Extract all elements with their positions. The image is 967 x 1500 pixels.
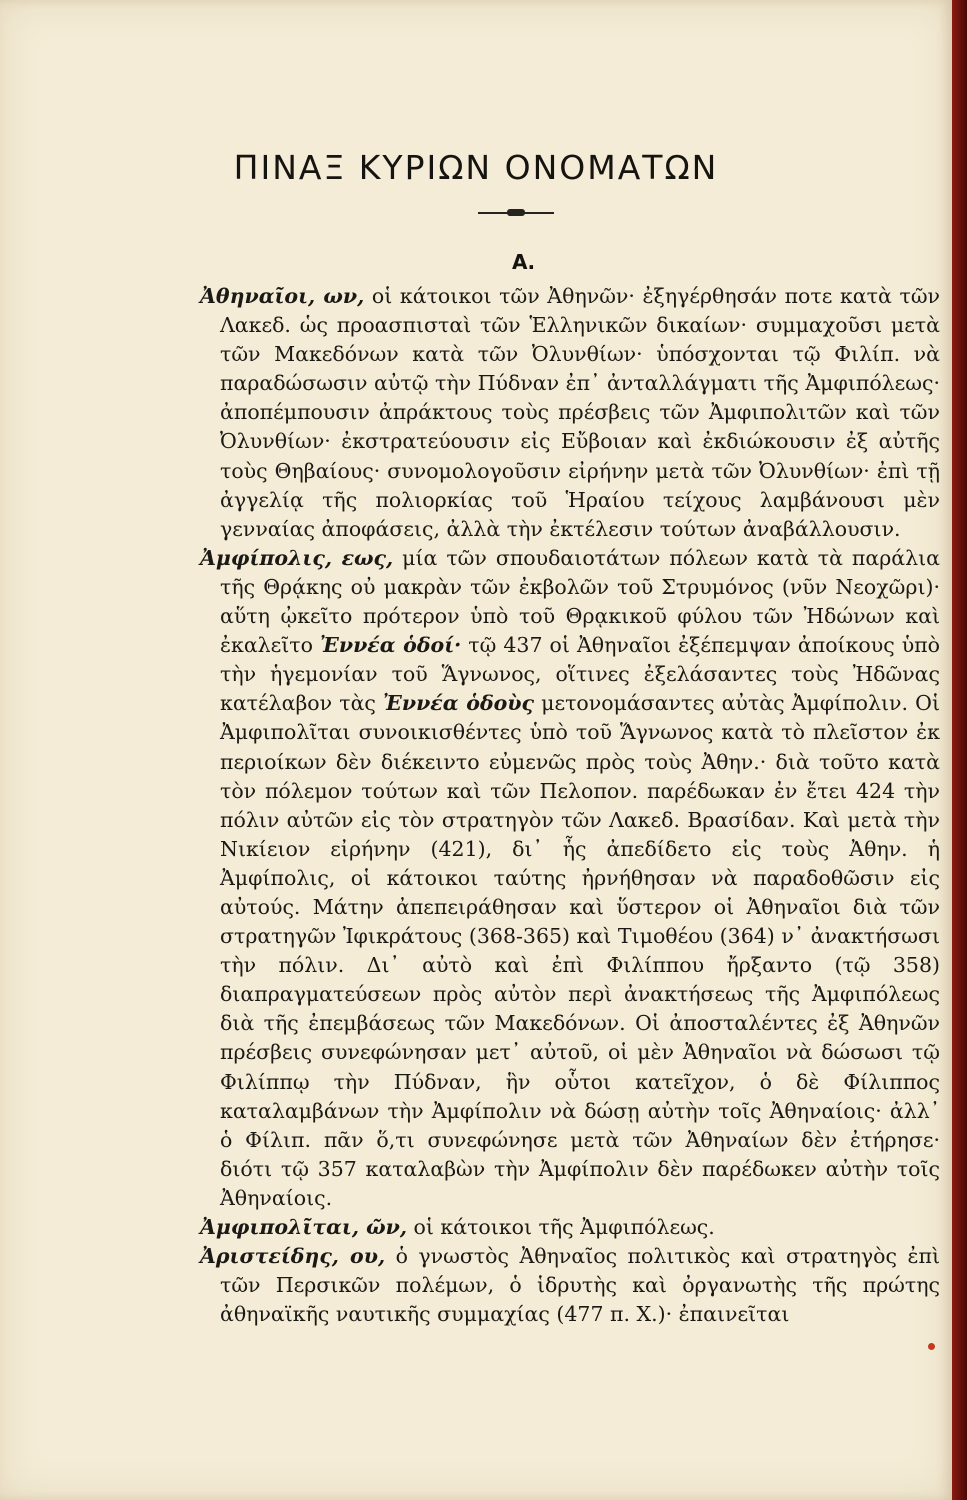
book-cover-edge	[952, 0, 967, 1500]
index-entries	[200, 282, 940, 1329]
entry-inline-name: Ἐννέα ὁδοί·	[320, 633, 462, 658]
entry-headword: Ἀριστείδης, ου,	[200, 1244, 386, 1269]
page-title: ΠΙΝΑΞ ΚΥΡΙΩΝ ΟΝΟΜΑΤΩΝ	[233, 148, 719, 187]
entry-text: οἱ κάτοικοι τῶν Ἀθηνῶν· ἐξηγέρθησάν ποτε κατὰ τῶν Λακεδ. ὡς προασπισταὶ τῶν Ἑλληνικῶν δικαίων· συμμαχοῦσι μετὰ τῶν Μακεδόνων κατὰ τῶν Ὀλυνθίων· ὑπόσχονται τῷ Φιλίπ. νὰ παραδώσωσιν αὐτῷ τὴν Πύδναν ἐπ᾽ ἀνταλλάγματι τῆς Ἀμφιπόλεως· ἀποπέμπουσιν ἀπράκτους τοὺς πρέσβεις τῶν Ἀμφιπολιτῶν καὶ τῶν Ὀλυνθίων· ἐκστρατεύουσιν εἰς Εὔβοιαν καὶ ἐκδιώκουσιν ἐξ αὐτῆς τοὺς Θηβαίους· συνομολογοῦσιν εἰρήνην μετὰ τῶν Ὀλυνθίων· ἐπὶ τῇ ἀγγελίᾳ τῆς πολιορκίας τοῦ Ἡραίου τείχους λαμβάνουσι μὲν γενναίας ἀποφάσεις, ἀλλὰ τὴν ἐκτέλεσιν τούτων ἀναβάλλουσιν.	[220, 284, 940, 541]
entry-inline-name: Ἐννέα ὁδοὺς	[383, 691, 534, 716]
ink-mark	[928, 1343, 935, 1350]
index-entry-amphipolitans	[200, 1213, 940, 1242]
entry-text: μία τῶν σπουδαιοτάτων πόλεων κατὰ τὰ παράλια τῆς Θρᾴκης οὐ μακρὰν τῶν ἐκβολῶν τοῦ Στρυμόνος (νῦν Νεοχῶρι)· αὕτη ᾠκεῖτο πρότερον ὑπὸ τοῦ Θρᾳκικοῦ φύλου τῶν Ἠδώνων καὶ ἐκαλεῖτο	[220, 545, 940, 658]
entry-headword: Ἀμφιπολῖται, ῶν,	[200, 1215, 407, 1239]
index-entry-aristides	[200, 1242, 940, 1329]
section-letter: Α.	[512, 250, 536, 274]
entry-headword: Ἀμφίπολις, εως,	[200, 545, 394, 570]
entry-text: οἱ κάτοικοι τῆς Ἀμφιπόλεως.	[407, 1215, 715, 1239]
entry-text: τῷ 437 οἱ Ἀθηναῖοι ἐξέπεμψαν ἀποίκους ὑπὸ τὴν ἡγεμονίαν τοῦ Ἅγνωνος, οἵτινες ἐξελάσαντες τοὺς Ἠδῶνας κατέλαβον τὰς	[220, 633, 940, 716]
entry-text: μετονομάσαντες αὐτὰς Ἀμφίπολιν. Οἱ Ἀμφιπολῖται συνοικισθέντες ὑπὸ τοῦ Ἅγνωνος κατὰ τὸ πλεῖστον ἐκ περιοίκων δὲν διέκειντο εὐμενῶς πρὸς τοὺς Ἀθην.· διὰ τοῦτο κατὰ τὸν πόλεμον τούτων καὶ τῶν Πελοπον. παρέδωκαν ἐν ἔτει 424 τὴν πόλιν αὐτῶν εἰς τὸν στρατηγὸν τῶν Λακεδ. Βρασίδαν. Καὶ μετὰ τὴν Νικίειον εἰρήνην (421), δι᾽ ἧς ἀπεδίδετο εἰς τοὺς Ἀθην. ἡ Ἀμφίπολις, οἱ κάτοικοι ταύτης ἠρνήθησαν νὰ παραδοθῶσιν εἰς αὐτούς. Μάτην ἀπεπειράθησαν καὶ ὕστερον οἱ Ἀθηναῖοι διὰ τῶν στρατηγῶν Ἰφικράτους (368-365) καὶ Τιμοθέου (364) ν᾽ ἀνακτήσωσι τὴν πόλιν. Δι᾽ αὐτὸ καὶ ἐπὶ Φιλίππου ἤρξαντο (τῷ 358) διαπραγματεύσεων πρὸς αὐτὸν περὶ ἀνακτήσεως τῆς Ἀμφιπόλεως διὰ τῆς ἐπεμβάσεως τῶν Μακεδόνων. Οἱ ἀποσταλέντες ἐξ Ἀθηνῶν πρέσβεις συνεφώνησαν μετ᾽ αὐτοῦ, οἱ μὲν Ἀθηναῖοι νὰ δώσωσι τῷ Φιλίππῳ τὴν Πύδναν, ἣν οὗτοι κατεῖχον, ὁ δὲ Φίλιππος καταλαμβάνων τὴν Ἀμφίπολιν νὰ δώσῃ αὐτὴν τοῖς Ἀθηναίοις· ἀλλ᾽ ὁ Φίλιπ. πᾶν ὅ,τι συνεφώνησε μετὰ τῶν Ἀθηναίων δὲν ἐτήρησε· διότι τῷ 357 καταλαβὼν τὴν Ἀμφίπολιν δὲν παρέδωκεν αὐτὴν τοῖς Ἀθηναίοις.	[220, 691, 940, 1210]
index-entry-athenians	[200, 282, 940, 544]
entry-headword: Ἀθηναῖοι, ων,	[200, 284, 365, 308]
entry-text: ὁ γνωστὸς Ἀθηναῖος πολιτικὸς καὶ στρατηγὸς ἐπὶ τῶν Περσικῶν πολέμων, ὁ ἱδρυτὴς καὶ ὀργανωτὴς τῆς πρώτης ἀθηναϊκῆς ναυτικῆς συμμαχίας (477 π. Χ.)· ἐπαινεῖται	[220, 1244, 940, 1327]
title-rule-ornament	[507, 209, 525, 216]
index-entry-amphipolis	[200, 544, 940, 1213]
